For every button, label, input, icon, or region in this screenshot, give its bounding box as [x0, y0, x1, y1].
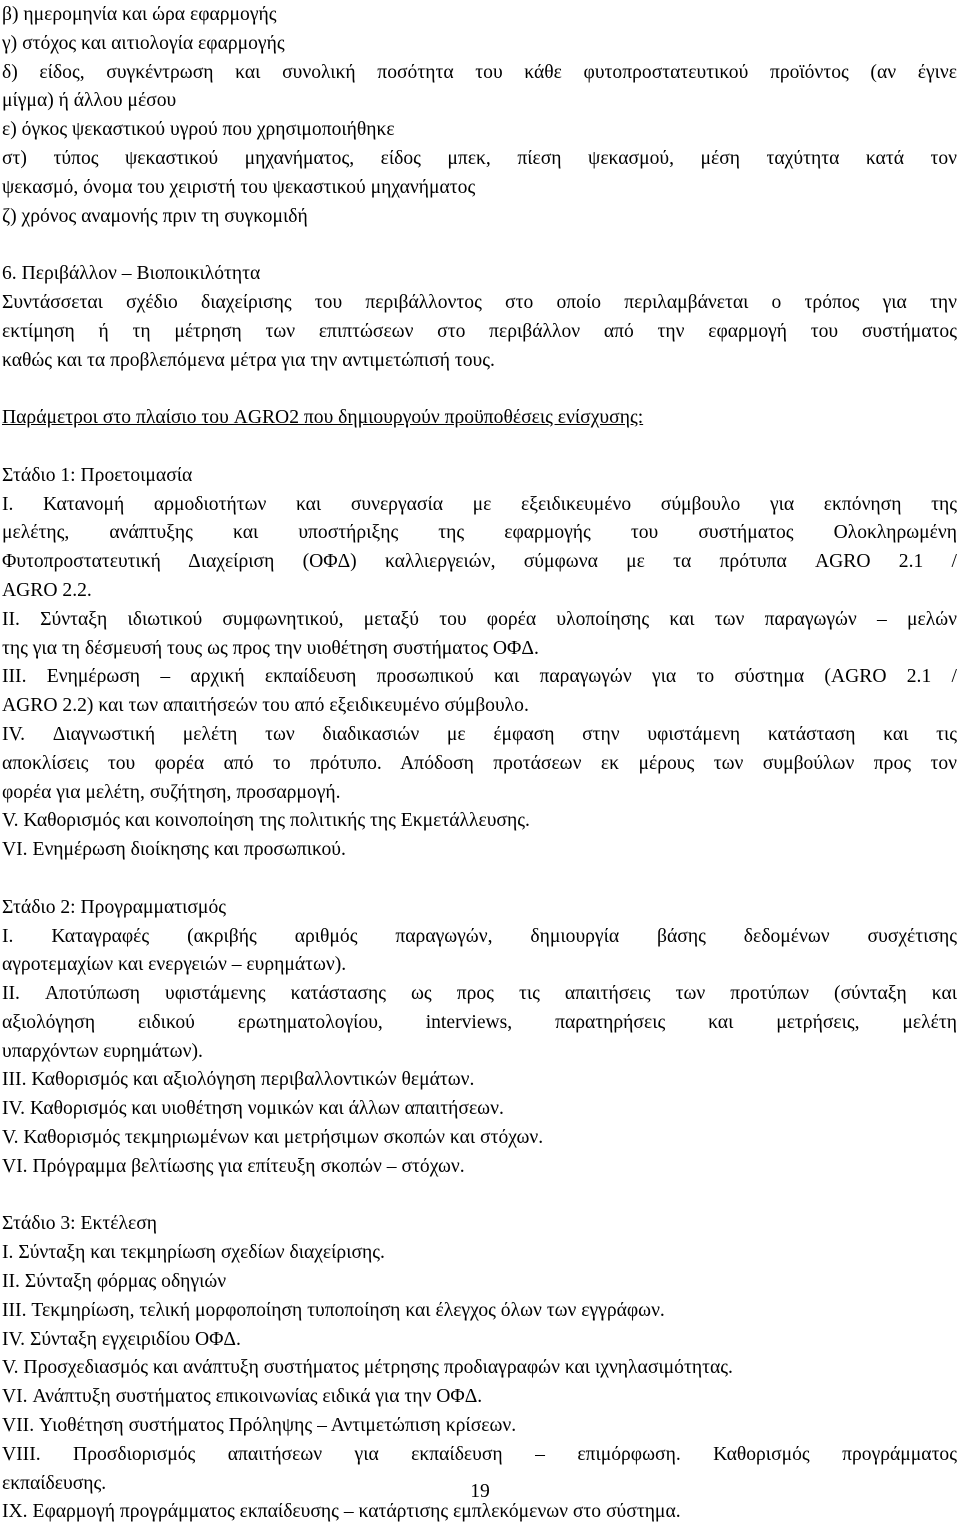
list-item: ε) όγκος ψεκαστικού υγρού που χρησιμοποιήθηκε — [2, 119, 395, 141]
stage-title: Στάδιο 2: Προγραμματισμός — [2, 896, 226, 918]
list-item: γ) στόχος και αιτιολογία εφαρμογής — [2, 32, 285, 54]
stage-line: VII. Υιοθέτηση συστήματος Πρόληψης – Αντιμετώπιση κρίσεων. — [2, 1415, 517, 1437]
spacer — [2, 865, 957, 894]
paragraph-line: Συντάσσεται σχέδιο διαχείρισης του περιβάλλοντος στο οποίο περιλαμβάνεται ο τρόπος για την — [2, 291, 957, 313]
stage-line: II. Σύνταξη ιδιωτικού συμφωνητικού, μεταξύ του φορέα υλοποίησης και των παραγωγών – μελών — [2, 608, 957, 630]
stage-2 — [2, 894, 957, 1182]
stage-line: I. Καταγραφές (ακριβής αριθμός παραγωγών, δημιουργία βάσης δεδομένων συσχέτισης — [2, 925, 957, 947]
list-item: ψεκασμό, όνομα του χειριστή του ψεκαστικού μηχανήματος — [2, 176, 476, 198]
stage-line: εκπαίδευσης. — [2, 1472, 107, 1494]
parameters-heading: Παράμετροι στο πλαίσιο του AGRO2 που δημιουργούν προϋποθέσεις ενίσχυσης: — [2, 407, 644, 429]
stage-title: Στάδιο 1: Προετοιμασία — [2, 464, 193, 486]
stage-line: αγροτεμαχίων και ενεργειών – ευρημάτων). — [2, 954, 347, 976]
stage-line: VI. Πρόγραμμα βελτίωσης για επίτευξη σκοπών – στόχων. — [2, 1155, 465, 1177]
stage-line: II. Σύνταξη φόρμας οδηγιών — [2, 1271, 227, 1293]
stage-line: II. Αποτύπωση υφιστάμενης κατάστασης ως προς τις απαιτήσεις των προτύπων (σύνταξη και — [2, 983, 957, 1005]
stage-line: αξιολόγηση ειδικού ερωτηματολογίου, interviews, παρατηρήσεις και μετρήσεις, μελέτη — [2, 1011, 957, 1033]
list-item: β) ημερομηνία και ώρα εφαρμογής — [2, 4, 277, 25]
stage-line: IV. Διαγνωστική μελέτη των διαδικασιών με έμφαση στην υφιστάμενη κατάσταση και τις — [2, 723, 957, 745]
stage-line: V. Προσχεδιασμός και ανάπτυξη συστήματος μέτρησης προδιαγραφών και ιχνηλασιμότητας. — [2, 1357, 733, 1379]
stage-line: IX. Εφαρμογή προγράμματος εκπαίδευσης – κατάρτισης εμπλεκόμενων στο σύστημα. — [2, 1501, 681, 1523]
stage-line: V. Καθορισμός τεκμηριωμένων και μετρήσιμων σκοπών και στόχων. — [2, 1127, 544, 1149]
stage-title: Στάδιο 3: Εκτέλεση — [2, 1213, 158, 1235]
paragraph-line: καθώς και τα προβλεπόμενα μέτρα για την αντιμετώπισή τους. — [2, 349, 495, 371]
stage-line: V. Καθορισμός και κοινοποίηση της πολιτικής της Εκμετάλλευσης. — [2, 810, 530, 832]
stage-1 — [2, 462, 957, 865]
stage-line: IV. Καθορισμός και υιοθέτηση νομικών και άλλων απαιτήσεων. — [2, 1098, 504, 1120]
section-heading: 6. Περιβάλλον – Βιοποικιλότητα — [2, 263, 261, 285]
stage-line: I. Σύνταξη και τεκμηρίωση σχεδίων διαχείρισης. — [2, 1242, 385, 1264]
stage-line: VI. Ενημέρωση διοίκησης και προσωπικού. — [2, 839, 346, 861]
stage-line: φορέα για μελέτη, συζήτηση, προσαρμογή. — [2, 781, 341, 803]
stage-line: III. Ενημέρωση – αρχική εκπαίδευση προσωπικού και παραγωγών για το σύστημα (AGRO 2.1 / — [2, 666, 957, 688]
spacer — [2, 1182, 957, 1211]
page-number: 19 — [470, 1481, 490, 1502]
list-item: ζ) χρόνος αναμονής πριν τη συγκομιδή — [2, 205, 308, 227]
stage-line: της για τη δέσμευσή τους ως προς την υιοθέτηση συστήματος ΟΦΔ. — [2, 637, 539, 659]
stage-line: I. Κατανομή αρμοδιοτήτων και συνεργασία με εξειδικευμένο σύμβουλο για εκπόνηση της — [2, 493, 957, 515]
paragraph-line: εκτίμηση ή τη μέτρηση των επιπτώσεων στο περιβάλλον από την εφαρμογή του συστήματος — [2, 320, 957, 342]
stage-line: VI. Ανάπτυξη συστήματος επικοινωνίας ειδικά για την ΟΦΔ. — [2, 1386, 483, 1408]
spacer — [2, 433, 957, 462]
stage-line: αποκλίσεις του φορέα από το πρότυπο. Απόδοση προτάσεων εκ μέρους των συμβούλων προς τον — [2, 752, 957, 774]
stage-lines — [2, 923, 957, 1182]
spacer — [2, 231, 957, 260]
list-top — [2, 1, 957, 231]
list-item: δ) είδος, συγκέντρωση και συνολική ποσότητα του κάθε φυτοπροστατευτικού προϊόντος (αν έγινε — [2, 61, 957, 83]
section-6 — [2, 260, 957, 375]
spacer — [2, 375, 957, 404]
stage-line: IV. Σύνταξη εγχειριδίου ΟΦΔ. — [2, 1328, 241, 1350]
list-item: μίγμα) ή άλλου μέσου — [2, 90, 177, 112]
stage-line: VIII. Προσδιορισμός απαιτήσεων για εκπαίδευση – επιμόρφωση. Καθορισμός προγράμματος — [2, 1443, 957, 1465]
stage-line: AGRO 2.2. — [2, 579, 92, 601]
stage-line: Φυτοπροστατευτική Διαχείριση (ΟΦΔ) καλλιεργειών, σύμφωνα με τα πρότυπα AGRO 2.1 / — [2, 551, 957, 573]
stage-line: μελέτης, ανάπτυξης και υποστήριξης της εφαρμογής του συστήματος Ολοκληρωμένη — [2, 522, 957, 544]
stage-line: III. Καθορισμός και αξιολόγηση περιβαλλοντικών θεμάτων. — [2, 1069, 475, 1091]
list-item: στ) τύπος ψεκαστικού μηχανήματος, είδος μπεκ, πίεση ψεκασμού, μέση ταχύτητα κατά τον — [2, 147, 957, 169]
page-content — [2, 1, 957, 1527]
stage-lines — [2, 491, 957, 865]
stage-line: υπαρχόντων ευρημάτων). — [2, 1040, 203, 1062]
stage-line: III. Τεκμηρίωση, τελική μορφοποίηση τυποποίηση και έλεγχος όλων των εγγράφων. — [2, 1299, 665, 1321]
stage-line: AGRO 2.2) και των απαιτήσεών του από εξειδικευμένο σύμβουλο. — [2, 695, 529, 717]
